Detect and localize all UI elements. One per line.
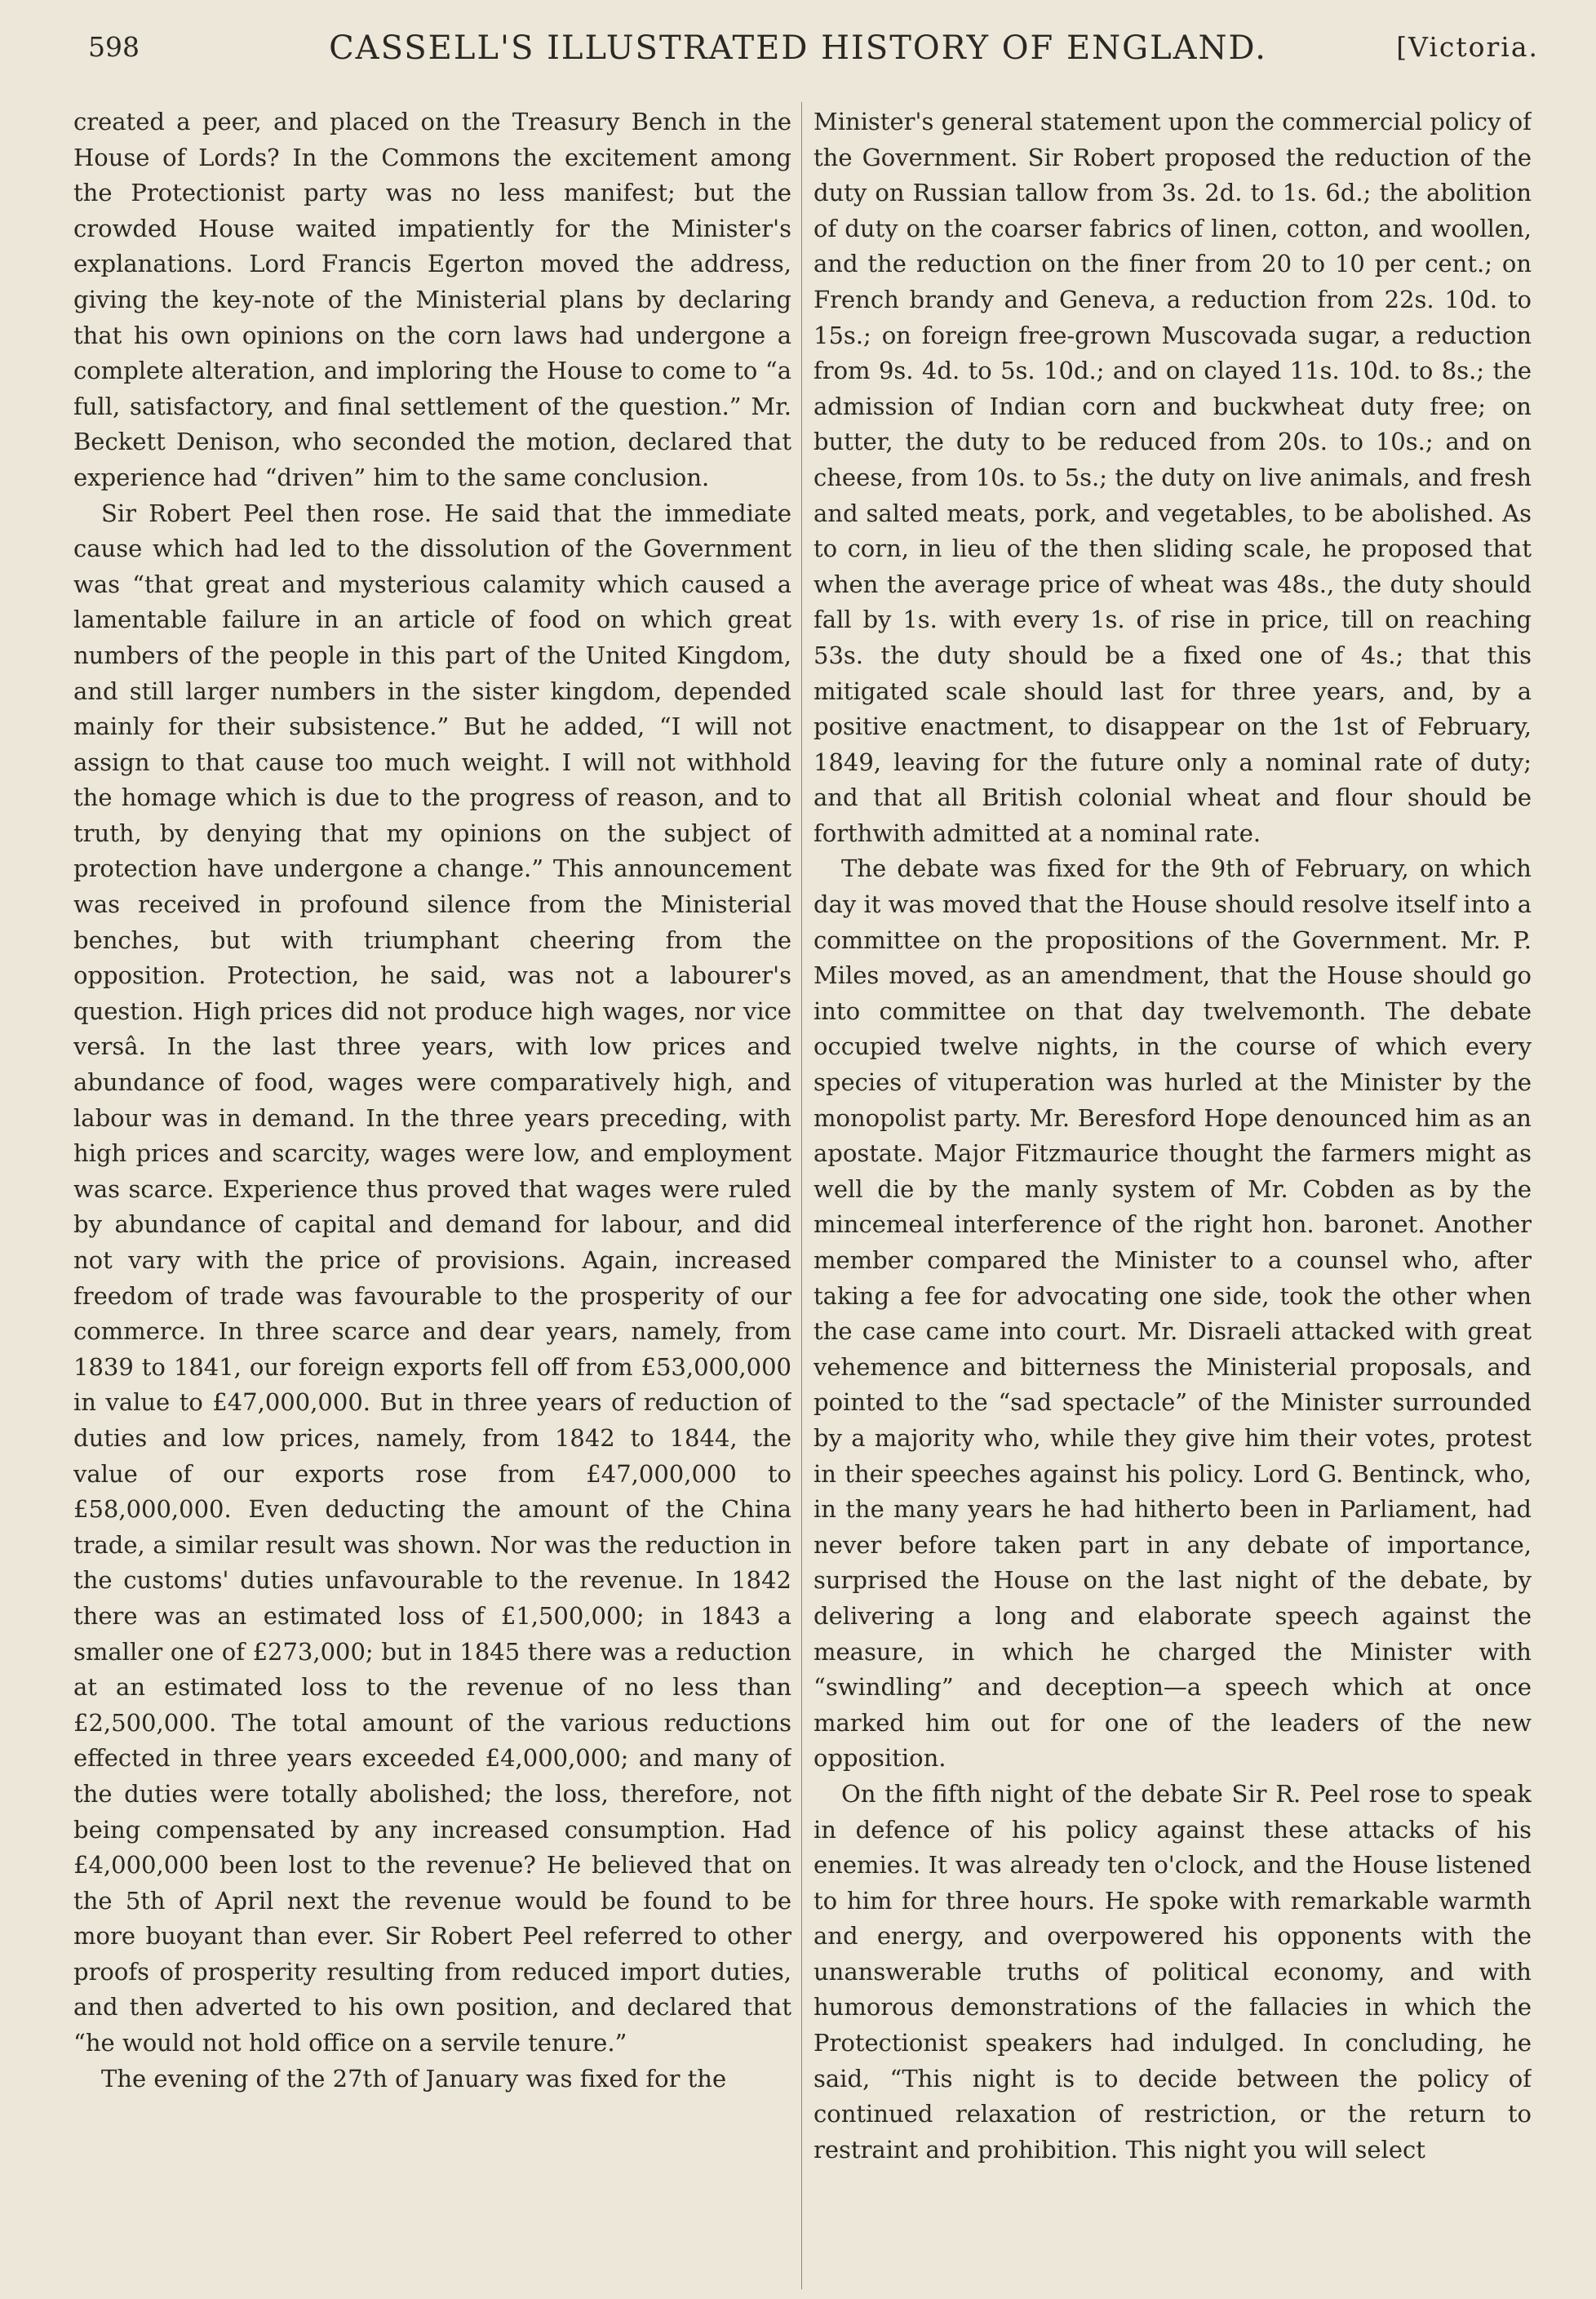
running-title: CASSELL'S ILLUSTRATED HISTORY OF ENGLAND. [329, 29, 1267, 67]
section-title: [Victoria. [1396, 31, 1539, 63]
column-divider [801, 102, 802, 2289]
page-header [0, 0, 1596, 98]
paragraph: On the fifth night of the debate Sir R. Peel rose to speak in defence of his policy against these attacks of his enemies. It was already ten o'clock, and the House listened to him for three hours. He spoke with remarkable warmth and energy, and overpowered his opponents with the unanswerable truths of political economy, and with humorous demonstrations of the fallacies in which the Protectionist speakers had indulged. In concluding, he said, “This night is to decide between the policy of continued relaxation of restriction, or the return to restraint and prohibition. This night you will select [814, 1779, 1532, 2164]
paragraph: created a peer, and placed on the Treasury Bench in the House of Lords? In the Commons the excitement among the Protectionist party was no less manifest; but the crowded House waited impatiently for the Minister's explanations. Lord Francis Egerton moved the address, giving the key-note of the Ministerial plans by declaring that his own opinions on the corn laws had undergone a complete alteration, and imploring the House to come to “a full, satisfactory, and final settlement of the question.” Mr. Beckett Denison, who seconded the motion, declared that experience had “driven” him to the same conclusion. [73, 108, 791, 491]
left-column [73, 104, 791, 2292]
paragraph: The evening of the 27th of January was fixed for the [101, 2064, 727, 2093]
paragraph: Minister's general statement upon the commercial policy of the Government. Sir Robert proposed the reduction of the duty on Russian tallow from 3s. 2d. to 1s. 6d.; the abolition of duty on the coarser fabrics of linen, cotton, and woollen, and the reduction on the finer from 20 to 10 per cent.; on French brandy and Geneva, a reduction from 22s. 10d. to 15s.; on foreign free-grown Muscovada sugar, a reduction from 9s. 4d. to 5s. 10d.; and on clayed 11s. 10d. to 8s.; the admission of Indian corn and buckwheat duty free; on butter, the duty to be reduced from 20s. to 10s.; and on cheese, from 10s. to 5s.; the duty on live animals, and fresh and salted meats, pork, and vegetables, to be abolished. As to corn, in lieu of the then sliding scale, he proposed that when the average price of wheat was 48s., the duty should fall by 1s. with every 1s. of rise in price, till on reaching 53s. the duty should be a fixed one of 4s.; that this mitigated scale should last for three years, and, by a positive enactment, to disappear on the 1st of February, 1849, leaving for the future only a nominal rate of duty; and that all British colonial wheat and flour should be forthwith admitted at a nominal rate. [814, 108, 1532, 847]
right-column [814, 104, 1532, 2292]
page-number: 598 [88, 31, 140, 63]
paragraph: The debate was fixed for the 9th of February, on which day it was moved that the House should resolve itself into a committee on the propositions of the Government. Mr. P. Miles moved, as an amendment, that the House should go into committee on that day twelvemonth. The debate occupied twelve nights, in the course of which every species of vituperation was hurled at the Minister by the monopolist party. Mr. Beresford Hope denounced him as an apostate. Major Fitzmaurice thought the farmers might as well die by the manly system of Mr. Cobden as by the mincemeal interference of the right hon. baronet. Another member compared the Minister to a counsel who, after taking a fee for advocating one side, took the other when the case came into court. Mr. Disraeli attacked with great vehemence and bitterness the Ministerial proposals, and pointed to the “sad spectacle” of the Minister surrounded by a majority who, while they give him their votes, protest in their speeches against his policy. Lord G. Bentinck, who, in the many years he had hitherto been in Parliament, had never before taken part in any debate of importance, surprised the House on the last night of the debate, by delivering a long and elaborate speech against the measure, in which he charged the Minister with “swindling” and deception—a speech which at once marked him out for one of the leaders of the new opposition. [814, 854, 1532, 1773]
paragraph: Sir Robert Peel then rose. He said that the immediate cause which had led to the dissolution of the Government was “that great and mysterious calamity which caused a lamentable failure in an article of food on which great numbers of the people in this part of the United Kingdom, and still larger numbers in the sister kingdom, depended mainly for their subsistence.” But he added, “I will not assign to that cause too much weight. I will not withhold the homage which is due to the progress of reason, and to truth, by denying that my opinions on the subject of protection have undergone a change.” This announcement was received in profound silence from the Ministerial benches, but with triumphant cheering from the opposition. Protection, he said, was not a labourer's question. High prices did not produce high wages, nor vice versâ. In the last three years, with low prices and abundance of food, wages were comparatively high, and labour was in demand. In the three years preceding, with high prices and scarcity, wages were low, and employment was scarce. Experience thus proved that wages were ruled by abundance of capital and demand for labour, and did not vary with the price of provisions. Again, increased freedom of trade was favourable to the prosperity of our commerce. In three scarce and dear years, namely, from 1839 to 1841, our foreign exports fell off from £53,000,000 in value to £47,000,000. But in three years of reduction of duties and low prices, namely, from 1842 to 1844, the value of our exports rose from £47,000,000 to £58,000,000. Even deducting the amount of the China trade, a similar result was shown. Nor was the reduction in the customs' duties unfavourable to the revenue. In 1842 there was an estimated loss of £1,500,000; in 1843 a smaller one of £273,000; but in 1845 there was a reduction at an estimated loss to the revenue of no less than £2,500,000. The total amount of the various reductions effected in three years exceeded £4,000,000; and many of the duties were totally abolished; the loss, therefore, not being compensated by any increased consumption. Had £4,000,000 been lost to the revenue? He believed that on the 5th of April next the revenue would be found to be more buoyant than ever. Sir Robert Peel referred to other proofs of prosperity resulting from reduced import duties, and then adverted to his own position, and declared that “he would not hold office on a servile tenure.” [73, 499, 791, 2057]
